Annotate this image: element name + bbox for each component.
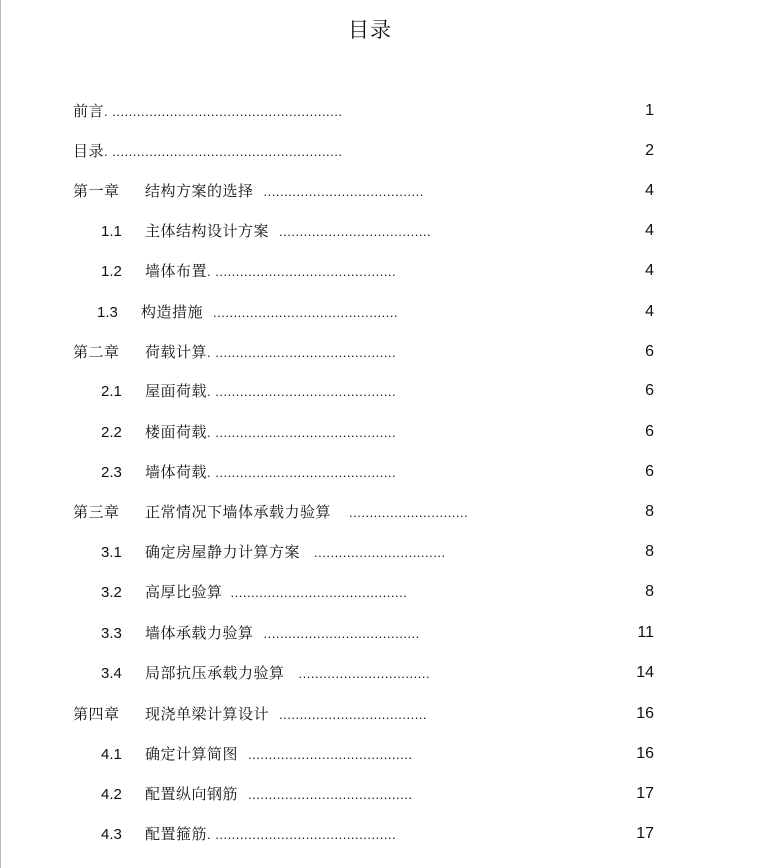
toc-entry-leader: . ............................................	[207, 465, 397, 480]
toc-entry-page: 14	[636, 664, 654, 681]
toc-entry-title: 结构方案的选择	[145, 182, 254, 200]
toc-entry[interactable]	[73, 99, 343, 123]
toc-entry-number: 3.1	[101, 544, 122, 561]
toc-entry-page: 1	[645, 102, 654, 119]
toc-entry-title: 墙体荷载	[145, 463, 208, 481]
toc-entry-leader: . ........................................................	[104, 104, 343, 119]
toc-entry-number: 第三章	[73, 503, 120, 521]
toc-entry-title: 墙体布置	[145, 262, 208, 280]
toc-entry-page: 16	[636, 705, 654, 722]
toc-entry-page: 16	[636, 745, 654, 762]
toc-entry-leader: ........................................	[248, 747, 413, 762]
toc-entry-leader: ....................................	[279, 707, 428, 722]
toc-entry-page: 2	[645, 142, 654, 159]
toc-entry-number: 3.4	[101, 665, 122, 682]
toc-entry-leader: . ............................................	[207, 345, 397, 360]
toc-entry-page: 8	[645, 543, 654, 560]
toc-entry-leader: . ........................................................	[104, 144, 343, 159]
toc-entry-leader: .............................	[349, 505, 469, 520]
toc-entry-number: 2.3	[101, 464, 122, 481]
toc-entry-number: 第一章	[73, 182, 120, 200]
toc-entry-number: 前言	[73, 102, 105, 120]
toc-entry-number: 3.3	[101, 625, 122, 642]
toc-entry-page: 6	[645, 382, 654, 399]
toc-entry-page: 6	[645, 463, 654, 480]
toc-entry-leader: ........................................	[248, 787, 413, 802]
toc-entry-leader: . ............................................	[207, 384, 397, 399]
toc-entry[interactable]	[101, 661, 430, 685]
toc-entry-number: 目录	[73, 142, 105, 160]
toc-entry-number: 1.2	[101, 263, 122, 280]
toc-entry-number: 2.2	[101, 424, 122, 441]
toc-entry-leader: ................................	[298, 666, 431, 681]
toc-entry-number: 4.1	[101, 746, 122, 763]
toc-entry-title: 构造措施	[141, 303, 204, 321]
toc-entry-title: 配置箍筋	[145, 825, 208, 843]
toc-entry[interactable]	[73, 500, 468, 524]
toc-entry-title: 荷载计算	[145, 343, 208, 361]
toc-entry[interactable]	[73, 139, 343, 163]
toc-entry-number: 3.2	[101, 584, 122, 601]
page-title: 目录	[348, 18, 392, 42]
toc-entry-page: 4	[645, 222, 654, 239]
toc-entry[interactable]	[101, 219, 431, 243]
toc-entry-title: 现浇单梁计算设计	[145, 705, 270, 723]
toc-entry-page: 6	[645, 343, 654, 360]
toc-entry[interactable]	[101, 460, 396, 484]
toc-entry-title: 配置纵向钢筋	[145, 785, 239, 803]
toc-entry-leader: ......................................	[263, 626, 420, 641]
toc-entry-page: 8	[645, 583, 654, 600]
toc-entry-page: 4	[645, 262, 654, 279]
toc-entry-leader: . ............................................	[207, 264, 397, 279]
toc-entry-page: 6	[645, 423, 654, 440]
toc-entry[interactable]	[101, 742, 413, 766]
toc-entry-leader: . ............................................	[207, 425, 397, 440]
toc-entry[interactable]	[101, 379, 396, 403]
toc-entry[interactable]	[101, 420, 396, 444]
toc-entry-title: 墙体承载力验算	[145, 624, 254, 642]
toc-entry[interactable]	[101, 540, 446, 564]
toc-entry-leader: ...........................................	[230, 585, 408, 600]
toc-entry-title: 楼面荷载	[145, 423, 208, 441]
toc-entry-page: 8	[645, 503, 654, 520]
toc-entry-title: 屋面荷载	[145, 382, 208, 400]
toc-entry-title: 正常情况下墙体承载力验算	[145, 503, 332, 521]
toc-entry-title: 高厚比验算	[145, 583, 223, 601]
toc-entry[interactable]	[101, 580, 407, 604]
toc-entry-number: 1.1	[101, 223, 122, 240]
toc-entry[interactable]	[101, 782, 413, 806]
toc-entry-number: 第四章	[73, 705, 120, 723]
toc-entry-leader: .............................................	[213, 305, 399, 320]
toc-entry-page: 17	[636, 785, 654, 802]
toc-entry-page: 4	[645, 182, 654, 199]
toc-entry-number: 1.3	[97, 304, 118, 321]
toc-entry-title: 主体结构设计方案	[145, 222, 270, 240]
toc-entry[interactable]	[73, 340, 396, 364]
toc-entry-leader: ................................	[314, 545, 446, 560]
toc-entry-leader: .....................................	[279, 224, 432, 239]
toc-entry[interactable]	[101, 259, 396, 283]
toc-entry[interactable]	[73, 179, 424, 203]
toc-entry-leader: .......................................	[263, 184, 424, 199]
toc-entry-number: 2.1	[101, 383, 122, 400]
toc-entry-leader: . ............................................	[207, 827, 397, 842]
toc-entry-number: 第二章	[73, 343, 120, 361]
toc-entry[interactable]	[73, 702, 427, 726]
toc-entry-number: 4.3	[101, 826, 122, 843]
toc-entry-page: 11	[637, 624, 654, 641]
toc-entry-page: 17	[636, 825, 654, 842]
toc-entry-title: 局部抗压承载力验算	[145, 664, 285, 682]
toc-entry[interactable]	[97, 300, 398, 324]
toc-entry-number: 4.2	[101, 786, 122, 803]
toc-entry-title: 确定房屋静力计算方案	[145, 543, 301, 561]
toc-entry[interactable]	[101, 621, 420, 645]
toc-entry[interactable]	[101, 822, 396, 846]
toc-entry-page: 4	[645, 303, 654, 320]
toc-entry-title: 确定计算简图	[145, 745, 239, 763]
